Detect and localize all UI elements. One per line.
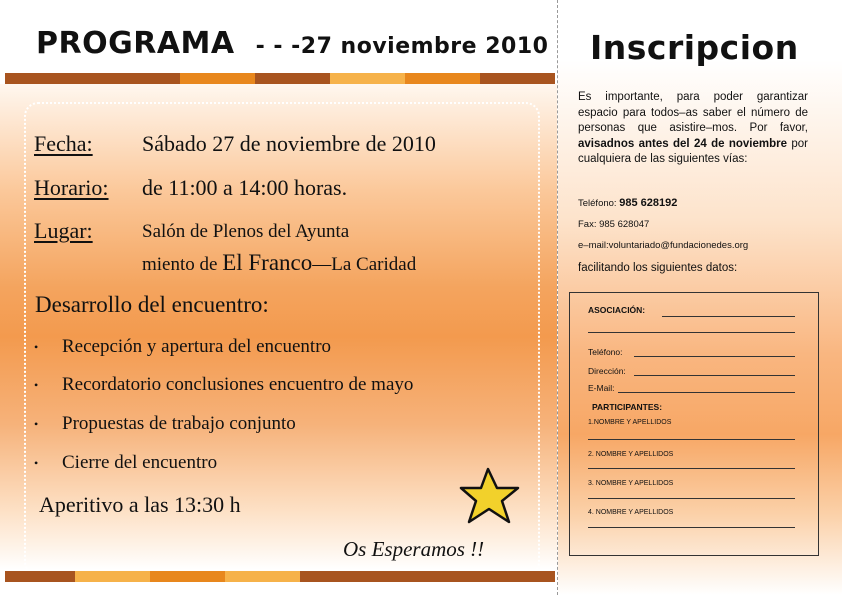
lugar-label: Lugar: <box>34 218 93 243</box>
inscripcion-info: Es importante, para poder garantizar espacio para todos–as saber el número de personas que asistire–mos. Por favor, avisadnos antes del 24 de noviembre por cualquiera de las siguientes vías: <box>578 91 809 165</box>
top-band-segment <box>5 73 180 84</box>
asociacion-label: ASOCIACIÓN: <box>588 305 646 315</box>
title-dashes: - - - <box>255 34 301 59</box>
direccion-field[interactable] <box>634 375 795 376</box>
telefono-contact: Teléfono: 985 628192 <box>578 197 678 209</box>
closing-text: Os Esperamos !! <box>343 537 485 561</box>
fecha-label: Fecha: <box>34 131 93 156</box>
fax-contact: Fax: 985 628047 <box>578 219 650 230</box>
program-title: PROGRAMA - - -27 noviembre 2010 <box>36 26 549 61</box>
section-title: Desarrollo del encuentro: <box>35 292 269 317</box>
top-band-segment <box>255 73 330 84</box>
horario-label: Horario: <box>34 175 109 200</box>
participant-2-field[interactable] <box>588 468 795 469</box>
top-band-segment <box>180 73 255 84</box>
asociacion-field-line-2[interactable] <box>588 332 795 333</box>
email-contact: e–mail:voluntariado@fundacionedes.org <box>578 240 749 251</box>
datos-lead: facilitando los siguientes datos: <box>578 262 738 274</box>
bullet-icon: • <box>34 456 39 471</box>
bullet-icon: • <box>34 378 39 393</box>
top-band-segment <box>330 73 405 84</box>
participant-1-label: 1.NOMBRE Y APELLIDOS <box>588 419 672 426</box>
lugar-line-2: miento de El Franco—La Caridad <box>142 250 417 275</box>
telefono-field[interactable] <box>634 356 795 357</box>
bottom-band-segment <box>5 571 75 582</box>
agenda-item: • Cierre del encuentro <box>34 452 218 473</box>
fecha-value: Sábado 27 de noviembre de 2010 <box>142 131 436 156</box>
agenda-item: • Recepción y apertura del encuentro <box>34 336 332 357</box>
title-date: 27 noviembre 2010 <box>300 34 549 59</box>
participant-2-label: 2. NOMBRE Y APELLIDOS <box>588 451 674 458</box>
participant-3-field[interactable] <box>588 498 795 499</box>
bottom-band-segment <box>150 571 225 582</box>
participant-4-field[interactable] <box>588 527 795 528</box>
bottom-band-segment <box>300 571 555 582</box>
agenda-item: • Recordatorio conclusiones encuentro de mayo <box>34 374 414 395</box>
bottom-band-segment <box>75 571 150 582</box>
asociacion-field[interactable] <box>662 316 795 317</box>
top-band-segment <box>480 73 555 84</box>
participant-1-field[interactable] <box>588 439 795 440</box>
telefono-label: Teléfono: <box>588 347 623 357</box>
deadline-text: avisadnos antes del 24 de noviembre <box>578 137 788 150</box>
direccion-label: Dirección: <box>588 366 626 376</box>
inscripcion-title: Inscripcion <box>590 28 799 67</box>
email-label: E-Mail: <box>588 383 615 393</box>
bullet-icon: • <box>34 417 39 432</box>
aperitivo-text: Aperitivo a las 13:30 h <box>39 492 241 517</box>
participantes-label: PARTICIPANTES: <box>592 402 663 412</box>
email-field[interactable] <box>618 392 795 393</box>
agenda-item: • Propuestas de trabajo conjunto <box>34 413 296 434</box>
participant-4-label: 4. NOMBRE Y APELLIDOS <box>588 509 674 516</box>
horario-value: de 11:00 a 14:00 horas. <box>142 175 348 200</box>
star-icon <box>458 466 522 526</box>
top-band-segment <box>405 73 480 84</box>
bullet-icon: • <box>34 340 39 355</box>
participant-3-label: 3. NOMBRE Y APELLIDOS <box>588 480 674 487</box>
lugar-line-1: Salón de Plenos del Ayunta <box>142 221 350 242</box>
bottom-band-segment <box>225 571 300 582</box>
